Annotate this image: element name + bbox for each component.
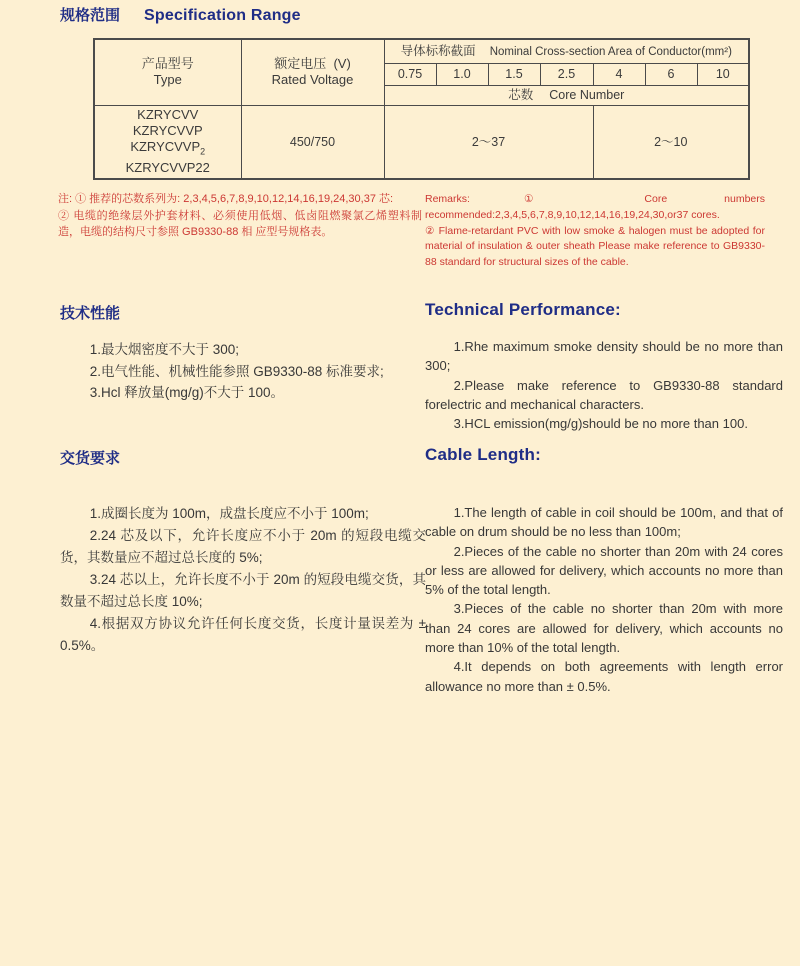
cable-length-list-en <box>425 503 783 696</box>
size-cell: 0.75 <box>384 63 436 85</box>
col-header-type-en: Type <box>153 72 182 88</box>
col-header-conductor <box>384 39 749 63</box>
tech-cn-item: 1.最大烟密度不大于 300; <box>89 342 239 357</box>
size-cell: 1.0 <box>436 63 488 85</box>
col-header-conductor-cn: 导体标称截面 <box>400 43 476 58</box>
delivery-cn-item: 1.成圈长度为 100m，成盘长度应不小于 100m; <box>89 506 369 521</box>
model-kzrycvvp: KZRYCVVP <box>132 123 203 139</box>
note-en-line2: ② Flame-retardant PVC with low smoke & halogen must be adopted for material of insulation & outer sheath Please make reference to GB9330-88 standard for structural sizes of the cable. <box>425 224 765 269</box>
col-header-core-number <box>384 85 749 105</box>
tech-cn-item: 2.电气性能、机械性能参照 GB9330-88 标准要求; <box>89 363 384 379</box>
model-kzrycvvp2-sub <box>130 139 206 158</box>
col-header-type <box>94 39 241 105</box>
notes-english <box>425 192 765 271</box>
model-kzrycvvp2-base: KZRYCVVP <box>130 139 201 155</box>
technical-performance-list-en <box>425 337 783 433</box>
cell-cores-small-sizes: 2～37 <box>384 105 593 179</box>
note-cn-line1: 注: ① 推荐的芯数系列为: 2,3,4,5,6,7,8,9,10,12,14,16,19,24,30,37 芯: <box>58 193 394 205</box>
delivery-cn-item: 3.24 芯以上，允许长度不小于 20m 的短段电缆交货，其数量不超过总长度 10%; <box>60 572 426 609</box>
heading-delivery-requirements-cn: 交货要求 <box>60 450 121 467</box>
tech-en-item: 3.HCL emission(mg/g)should be no more than 100. <box>453 416 748 432</box>
tech-en-item: 1.Rhe maximum smoke density should be no more than 300; <box>425 339 783 374</box>
cell-rated-voltage: 450/750 <box>241 105 384 179</box>
cable-en-item: 2.Pieces of the cable no shorter than 20m with 24 cores or less are allowed for delivery, which accounts no more than 5% of the total length. <box>425 543 783 598</box>
col-header-voltage-unit: (V) <box>333 56 351 72</box>
note-cn-line2: ② 电缆的绝缘层外护套材料、必须使用低烟、低卤阻燃聚氯乙烯塑料制造，电缆的结构尺寸参照 GB9330-88 相 应型号规格表。 <box>58 209 422 238</box>
model-kzrycvv: KZRYCVV <box>137 107 199 123</box>
delivery-cn-item: 4.根据双方协议允许任何长度交货，长度计量误差为 ± 0.5%。 <box>60 616 426 653</box>
spec-table <box>93 38 750 180</box>
page-title-cn: 规格范围 <box>60 7 121 24</box>
cable-en-item: 3.Pieces of the cable no shorter than 20m with more than 24 cores are allowed for delivery, which accounts no more than 10% of the total length. <box>425 601 783 656</box>
model-kzrycvvp2-subscript: 2 <box>200 147 206 158</box>
notes-chinese <box>58 191 422 241</box>
tech-cn-item: 3.Hcl 释放量(mg/g)不大于 100。 <box>89 385 284 400</box>
cell-product-models <box>94 105 241 179</box>
size-cell: 6 <box>645 63 697 85</box>
col-header-type-cn: 产品型号 <box>141 56 194 72</box>
col-header-core-en: Core Number <box>549 88 625 102</box>
size-cell: 1.5 <box>488 63 540 85</box>
col-header-voltage-en: Rated Voltage <box>271 72 354 88</box>
cable-en-item: 1.The length of cable in coil should be 100m, and that of cable on drum should be no less than 100m; <box>425 505 783 540</box>
tech-en-item: 2.Please make reference to GB9330-88 standard forelectric and mechanical characters. <box>425 377 783 412</box>
col-header-voltage <box>241 39 384 105</box>
col-header-core-cn: 芯数 <box>508 88 534 102</box>
technical-performance-list-cn <box>60 339 426 404</box>
size-cell: 10 <box>697 63 749 85</box>
cable-en-item: 4.It depends on both agreements with length error allowance no more than ± 0.5%. <box>425 659 783 694</box>
delivery-requirements-list-cn <box>60 503 426 657</box>
page-title-en: Specification Range <box>144 7 301 24</box>
size-cell: 2.5 <box>540 63 593 85</box>
heading-technical-performance-en: Technical Performance: <box>425 300 621 319</box>
heading-cable-length-en: Cable Length: <box>425 445 541 464</box>
col-header-conductor-en: Nominal Cross-section Area of Conductor(mm²) <box>489 45 732 58</box>
col-header-voltage-cn: 额定电压 <box>274 56 327 72</box>
delivery-cn-item: 2.24 芯及以下，允许长度应不小于 20m 的短段电缆交货，其数量应不超过总长度的 5%; <box>60 528 426 565</box>
cell-cores-large-sizes: 2～10 <box>593 105 749 179</box>
page-title <box>60 4 301 25</box>
size-cell: 4 <box>593 63 645 85</box>
heading-technical-performance-cn: 技术性能 <box>60 305 121 322</box>
model-kzrycvvp22: KZRYCVVP22 <box>125 160 210 176</box>
note-en-line1: Remarks:① Core numbers recommended:2,3,4,5,6,7,8,9,10,12,14,16,19,24,30,or37 cores. <box>425 193 765 221</box>
